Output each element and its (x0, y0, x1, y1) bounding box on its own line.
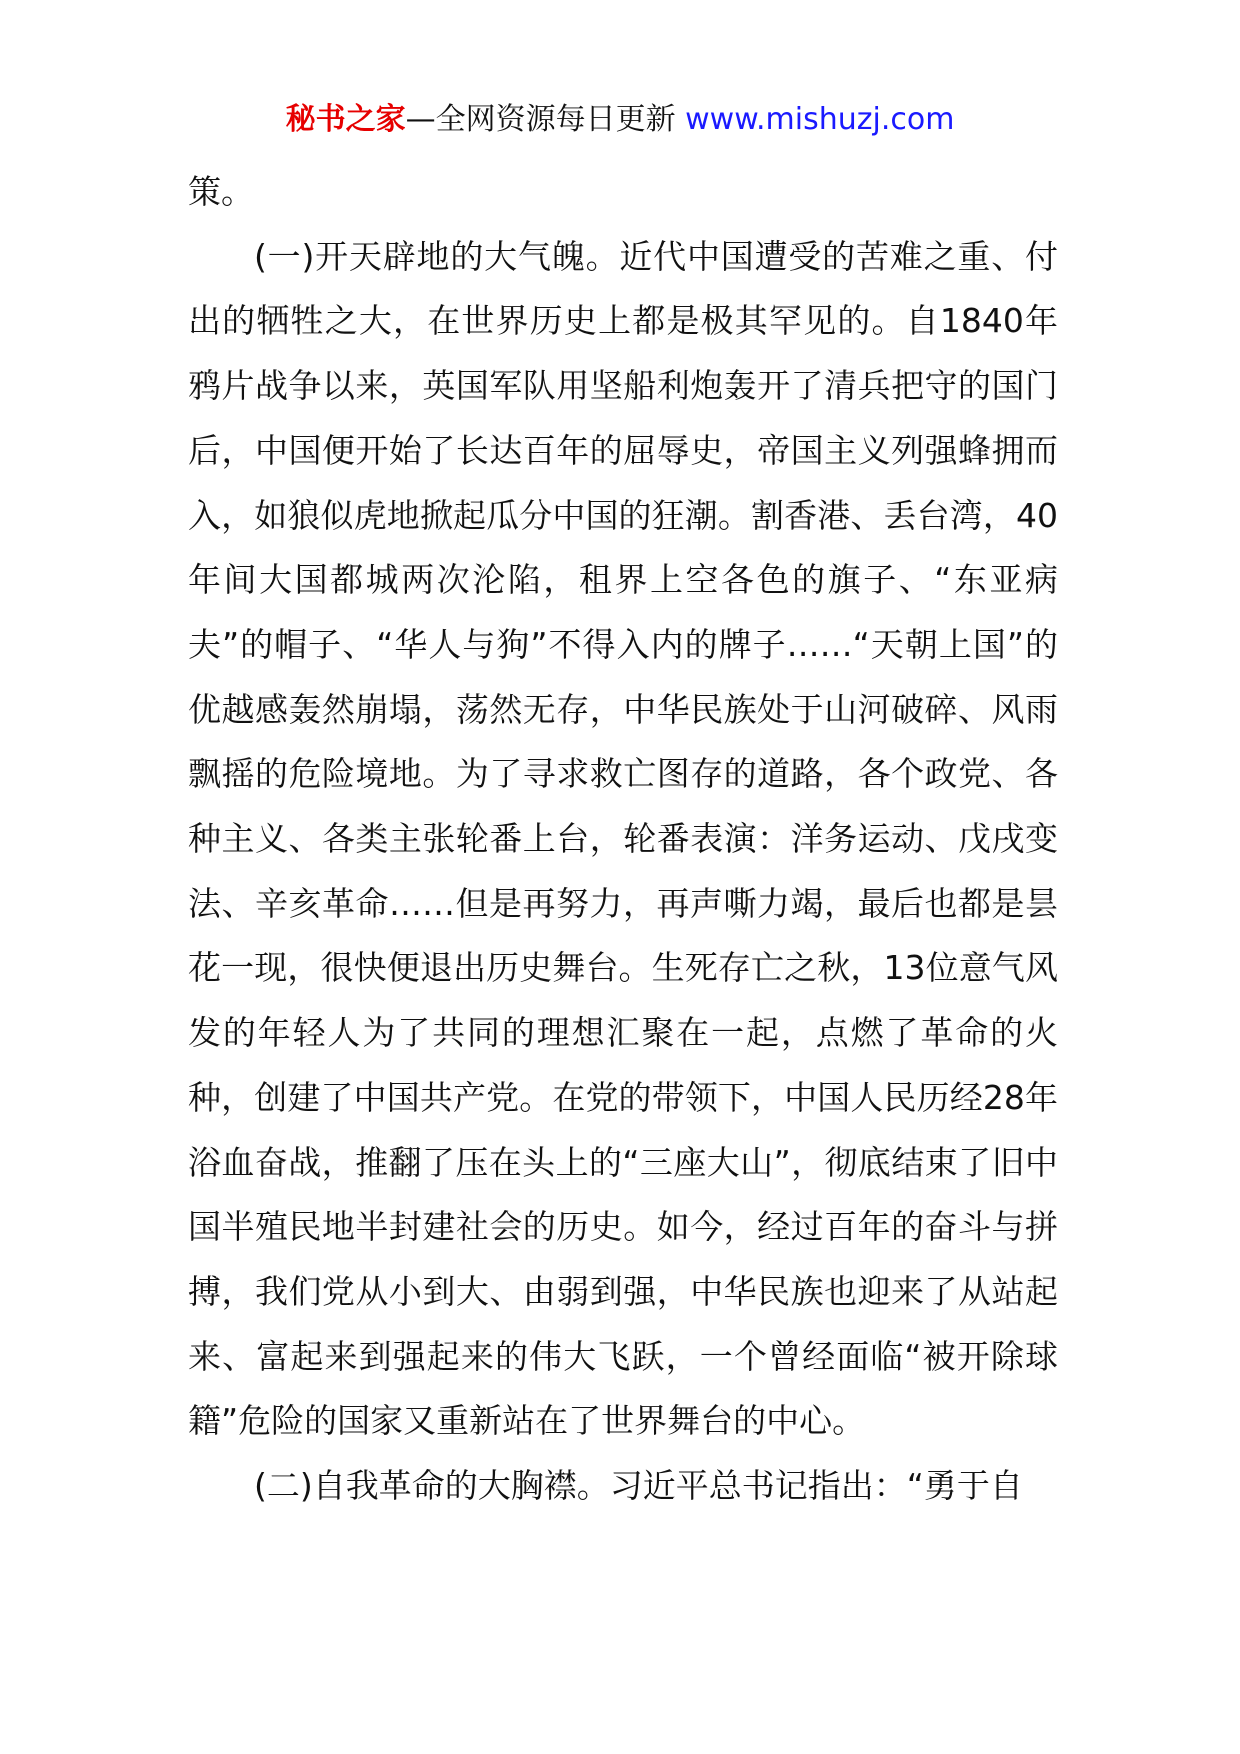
paragraph-continuation: 策。 (188, 172, 254, 211)
watermark-header (0, 100, 1240, 140)
site-url[interactable]: www.mishuzj.com (685, 102, 955, 137)
brand-name: 秘书之家 (285, 102, 406, 137)
paragraph-section-1: (一)开天辟地的大气魄。近代中国遭受的苦难之重、付出的牺牲之大，在世界历史上都是极其罕见的。自1840年鸦片战争以来，英国军队用坚船利炮轰开了清兵把守的国门后，中国便开始了长达百年的屈辱史，帝国主义列强蜂拥而入，如狼似虎地掀起瓜分中国的狂潮。割香港、丢台湾，40年间大国都城两次沦陷，租界上空各色的旗子、“东亚病夫”的帽子、“华人与狗”不得入内的牌子……“天朝上国”的优越感轰然崩塌，荡然无存，中华民族处于山河破碎、风雨飘摇的危险境地。为了寻求救亡图存的道路，各个政党、各种主义、各类主张轮番上台，轮番表演：洋务运动、戊戌变法、辛亥革命……但是再努力，再声嘶力竭，最后也都是昙花一现，很快便退出历史舞台。生死存亡之秋，13位意气风发的年轻人为了共同的理想汇聚在一起，点燃了革命的火种，创建了中国共产党。在党的带领下，中国人民历经28年浴血奋战，推翻了压在头上的“三座大山”，彻底结束了旧中国半殖民地半封建社会的历史。如今，经过百年的奋斗与拼搏，我们党从小到大、由弱到强，中华民族也迎来了从站起来、富起来到强起来的伟大飞跃，一个曾经面临“被开除球籍”危险的国家又重新站在了世界舞台的中心。 (188, 236, 1058, 1441)
header-slogan: —全网资源每日更新 (405, 102, 676, 137)
paragraph-section-2: (二)自我革命的大胸襟。习近平总书记指出：“勇于自 (254, 1466, 1023, 1506)
document-body (188, 160, 1058, 1519)
